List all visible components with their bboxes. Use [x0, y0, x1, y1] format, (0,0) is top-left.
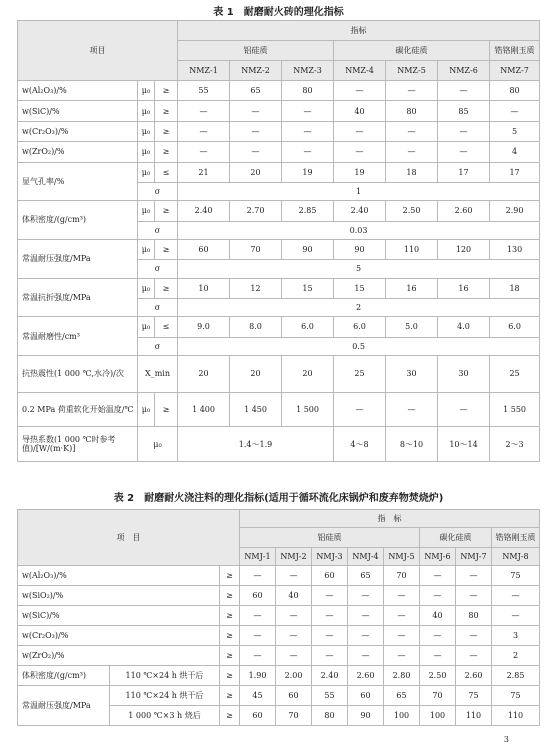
value-cell: 2.60	[348, 666, 384, 686]
symbol-cell: μ₀	[138, 317, 155, 337]
group-header: 铝硅质	[178, 41, 334, 60]
value-cell: —	[282, 142, 334, 162]
row-label: 导热系数(1 000 ℃时参考值)/[W/(m·K)]	[18, 427, 138, 462]
row-label: 体积密度/(g/cm³)	[18, 201, 138, 240]
symbol-cell: μ₀	[138, 142, 155, 162]
value-cell: 6.0	[334, 317, 386, 337]
grade-header: NMJ-2	[276, 548, 312, 566]
value-cell: 65	[348, 566, 384, 586]
value-cell: 15	[334, 278, 386, 298]
value-cell: 110	[492, 706, 540, 726]
sigma-symbol: σ	[138, 260, 178, 278]
row-label: w(ZrO₂)/%	[18, 646, 220, 666]
value-cell: —	[348, 606, 384, 626]
value-cell: 8～10	[386, 427, 438, 462]
value-cell: 100	[420, 706, 456, 726]
value-cell: —	[276, 646, 312, 666]
table-row	[18, 586, 540, 606]
thermal-row	[18, 355, 540, 392]
operator-cell: ≥	[220, 666, 240, 686]
value-cell: 70	[276, 706, 312, 726]
value-cell: 30	[438, 355, 490, 392]
value-cell: 2.85	[492, 666, 540, 686]
value-cell: 19	[334, 162, 386, 182]
row-label: 显气孔率/%	[18, 162, 138, 201]
value-cell: 1 500	[282, 392, 334, 427]
row-label: 常温抗折强度/MPa	[18, 278, 138, 317]
table-row	[18, 646, 540, 666]
value-cell: —	[334, 392, 386, 427]
value-cell: —	[276, 566, 312, 586]
header-row	[18, 510, 540, 528]
row-label: 抗热震性(1 000 ℃,水冷)/次	[18, 355, 138, 392]
symbol-cell: μ₀	[138, 427, 178, 462]
grade-header: NMJ-7	[456, 548, 492, 566]
value-cell: —	[438, 81, 490, 101]
value-cell: 90	[334, 239, 386, 259]
value-cell: —	[240, 646, 276, 666]
table-row	[18, 201, 540, 221]
value-cell: —	[312, 646, 348, 666]
table-row	[18, 162, 540, 182]
page-number: 3	[503, 735, 509, 744]
condition-cell: 110 ℃×24 h 烘干后	[110, 686, 220, 706]
row-label: w(Cr₂O₃)/%	[18, 121, 138, 141]
value-cell: 80	[386, 101, 438, 121]
operator-cell: ≥	[155, 392, 178, 427]
table-row	[18, 317, 540, 337]
value-cell: 80	[312, 706, 348, 726]
value-cell: 8.0	[230, 317, 282, 337]
table-row	[18, 278, 540, 298]
value-cell: 4	[490, 142, 540, 162]
operator-cell: ≤	[155, 162, 178, 182]
value-cell: 17	[438, 162, 490, 182]
operator-cell: ≥	[155, 142, 178, 162]
header-row	[18, 21, 540, 41]
value-cell: 2.40	[312, 666, 348, 686]
sigma-symbol: σ	[138, 221, 178, 239]
grade-header: NMJ-3	[312, 548, 348, 566]
value-cell: —	[276, 626, 312, 646]
value-cell: 55	[312, 686, 348, 706]
operator-cell: ≥	[220, 706, 240, 726]
value-cell: 21	[178, 162, 230, 182]
value-cell: —	[178, 142, 230, 162]
value-cell: 1 450	[230, 392, 282, 427]
operator-cell: ≤	[155, 317, 178, 337]
value-cell: 70	[384, 566, 420, 586]
row-label: 0.2 MPa 荷重软化开始温度/℃	[18, 392, 138, 427]
operator-cell: ≥	[155, 201, 178, 221]
value-cell: —	[282, 121, 334, 141]
value-cell: 10～14	[438, 427, 490, 462]
value-cell: 25	[334, 355, 386, 392]
value-cell: —	[334, 121, 386, 141]
value-cell: —	[230, 121, 282, 141]
value-cell: 20	[230, 355, 282, 392]
operator-cell: ≥	[155, 121, 178, 141]
table-row	[18, 121, 540, 141]
value-cell: 2.40	[334, 201, 386, 221]
value-cell: 60	[178, 239, 230, 259]
condition-cell: 110 ℃×24 h 烘干后	[110, 666, 220, 686]
value-cell: 40	[420, 606, 456, 626]
value-cell: —	[384, 626, 420, 646]
sigma-value: 2	[178, 298, 540, 316]
value-cell: 75	[492, 686, 540, 706]
grade-header: NMJ-4	[348, 548, 384, 566]
table-row	[18, 626, 540, 646]
value-cell: 60	[240, 586, 276, 606]
value-cell: 80	[490, 81, 540, 101]
value-cell: —	[420, 626, 456, 646]
item-header: 项目	[18, 21, 178, 81]
value-cell: 20	[230, 162, 282, 182]
value-cell: 16	[386, 278, 438, 298]
operator-cell: ≥	[220, 606, 240, 626]
value-cell: —	[384, 646, 420, 666]
value-cell: 5	[490, 121, 540, 141]
sigma-symbol: σ	[138, 182, 178, 200]
softening-row	[18, 392, 540, 427]
value-cell: —	[384, 586, 420, 606]
row-label: w(SiC)/%	[18, 101, 138, 121]
density-row	[18, 666, 540, 686]
strength-row	[18, 686, 540, 706]
grade-header: NMJ-5	[384, 548, 420, 566]
value-cell: —	[178, 121, 230, 141]
value-cell: 120	[438, 239, 490, 259]
value-cell: 45	[240, 686, 276, 706]
sigma-symbol: σ	[138, 337, 178, 355]
value-cell: 2.70	[230, 201, 282, 221]
value-cell: 20	[282, 355, 334, 392]
value-cell: 85	[438, 101, 490, 121]
value-cell: 18	[490, 278, 540, 298]
row-label: 常温耐磨性/cm³	[18, 317, 138, 356]
row-label: w(SiC)/%	[18, 606, 220, 626]
value-cell: 1 400	[178, 392, 230, 427]
table-row	[18, 101, 540, 121]
value-cell: —	[386, 81, 438, 101]
grade-header: NMJ-6	[420, 548, 456, 566]
grade-header: NMZ-3	[282, 60, 334, 80]
grade-header: NMJ-1	[240, 548, 276, 566]
row-label: w(ZrO₂)/%	[18, 142, 138, 162]
row-label: 常温耐压强度/MPa	[18, 239, 138, 278]
value-cell: 20	[178, 355, 230, 392]
value-cell: —	[386, 121, 438, 141]
table-row	[18, 142, 540, 162]
value-cell: —	[386, 142, 438, 162]
grade-header: NMZ-4	[334, 60, 386, 80]
sigma-value: 0.5	[178, 337, 540, 355]
value-cell: 40	[334, 101, 386, 121]
row-label: w(Al₂O₃)/%	[18, 566, 220, 586]
value-cell: 19	[282, 162, 334, 182]
item-header: 项 目	[18, 510, 240, 566]
value-cell: —	[240, 606, 276, 626]
symbol-cell: μ₀	[138, 278, 155, 298]
grade-header: NMJ-8	[492, 548, 540, 566]
operator-cell: ≥	[220, 646, 240, 666]
value-cell: —	[312, 606, 348, 626]
sigma-value: 1	[178, 182, 540, 200]
value-cell: 9.0	[178, 317, 230, 337]
operator-cell: ≥	[220, 586, 240, 606]
symbol-cell: μ₀	[138, 239, 155, 259]
table-row	[18, 566, 540, 586]
symbol-cell: X_min	[138, 355, 178, 392]
value-cell: 60	[276, 686, 312, 706]
group-header: 碳化硅质	[420, 528, 492, 548]
row-label: 常温耐压强度/MPa	[18, 686, 110, 726]
value-cell: 4～8	[334, 427, 386, 462]
value-cell: 60	[240, 706, 276, 726]
value-cell: —	[240, 626, 276, 646]
operator-cell: ≥	[155, 81, 178, 101]
row-label: w(Al₂O₃)/%	[18, 81, 138, 101]
value-cell: —	[348, 646, 384, 666]
value-cell: 4.0	[438, 317, 490, 337]
value-cell: —	[438, 142, 490, 162]
value-cell: 2	[492, 646, 540, 666]
grade-header: NMZ-5	[386, 60, 438, 80]
value-cell: 100	[384, 706, 420, 726]
value-cell: 5.0	[386, 317, 438, 337]
value-cell: —	[230, 142, 282, 162]
grade-header: NMZ-6	[438, 60, 490, 80]
value-cell: 75	[492, 566, 540, 586]
operator-cell: ≥	[155, 278, 178, 298]
value-cell: —	[312, 586, 348, 606]
value-cell: 110	[386, 239, 438, 259]
value-cell: 15	[282, 278, 334, 298]
table-row	[18, 81, 540, 101]
sigma-value: 0.03	[178, 221, 540, 239]
value-cell: 40	[276, 586, 312, 606]
group-header: 铝硅质	[240, 528, 420, 548]
value-cell: —	[490, 101, 540, 121]
value-cell: —	[334, 142, 386, 162]
symbol-cell: μ₀	[138, 392, 155, 427]
value-cell: 2.80	[384, 666, 420, 686]
value-cell: 30	[386, 355, 438, 392]
group-header: 锆铬刚玉质	[492, 528, 540, 548]
value-cell: 2.85	[282, 201, 334, 221]
value-cell: 1 550	[490, 392, 540, 427]
value-cell: 6.0	[282, 317, 334, 337]
value-cell: 55	[178, 81, 230, 101]
value-cell: 2.40	[178, 201, 230, 221]
value-cell: 2.50	[386, 201, 438, 221]
value-cell: 65	[230, 81, 282, 101]
conductivity-row	[18, 427, 540, 462]
row-label: w(SiO₂)/%	[18, 586, 220, 606]
value-cell: —	[492, 586, 540, 606]
value-cell: 2.60	[456, 666, 492, 686]
value-cell: 75	[456, 686, 492, 706]
value-cell: —	[312, 626, 348, 646]
value-cell: 2.90	[490, 201, 540, 221]
value-cell: 130	[490, 239, 540, 259]
value-cell: —	[276, 606, 312, 626]
symbol-cell: μ₀	[138, 201, 155, 221]
value-cell: 17	[490, 162, 540, 182]
symbol-cell: μ₀	[138, 162, 155, 182]
operator-cell: ≥	[155, 101, 178, 121]
value-cell: —	[334, 81, 386, 101]
row-label: w(Cr₂O₃)/%	[18, 626, 220, 646]
condition-cell: 1 000 ℃×3 h 烧后	[110, 706, 220, 726]
grade-header: NMZ-1	[178, 60, 230, 80]
value-cell: 1.90	[240, 666, 276, 686]
value-cell: 90	[282, 239, 334, 259]
table2	[17, 509, 540, 726]
value-cell: 6.0	[490, 317, 540, 337]
symbol-cell: μ₀	[138, 101, 155, 121]
value-cell: —	[384, 606, 420, 626]
operator-cell: ≥	[220, 686, 240, 706]
value-cell: —	[348, 626, 384, 646]
value-cell: 2.00	[276, 666, 312, 686]
symbol-cell: μ₀	[138, 121, 155, 141]
value-cell: 25	[490, 355, 540, 392]
operator-cell: ≥	[220, 566, 240, 586]
value-cell: 3	[492, 626, 540, 646]
grade-header: NMZ-2	[230, 60, 282, 80]
table1-caption: 表 1 耐磨耐火砖的理化指标	[213, 7, 344, 18]
value-cell: 10	[178, 278, 230, 298]
value-cell: 80	[282, 81, 334, 101]
value-cell: 80	[456, 606, 492, 626]
value-cell: —	[386, 392, 438, 427]
value-cell: 90	[348, 706, 384, 726]
value-cell: —	[420, 646, 456, 666]
row-label: 体积密度/(g/cm³)	[18, 666, 110, 686]
value-cell: —	[348, 586, 384, 606]
operator-cell: ≥	[155, 239, 178, 259]
value-cell: —	[456, 626, 492, 646]
value-cell: 18	[386, 162, 438, 182]
sigma-value: 5	[178, 260, 540, 278]
value-cell: —	[492, 606, 540, 626]
value-cell: —	[178, 101, 230, 121]
operator-cell: ≥	[220, 626, 240, 646]
table2-caption: 表 2 耐磨耐火浇注料的理化指标(适用于循环流化床锅炉和废弃物焚烧炉)	[113, 493, 444, 504]
value-cell: —	[438, 392, 490, 427]
index-header: 指 标	[240, 510, 540, 528]
value-cell: 1.4～1.9	[178, 427, 334, 462]
value-cell: 65	[384, 686, 420, 706]
value-cell: 60	[312, 566, 348, 586]
value-cell: —	[456, 586, 492, 606]
index-header: 指标	[178, 21, 540, 41]
value-cell: 2.60	[438, 201, 490, 221]
value-cell: 60	[348, 686, 384, 706]
value-cell: 12	[230, 278, 282, 298]
value-cell: 2.50	[420, 666, 456, 686]
sigma-symbol: σ	[138, 298, 178, 316]
table1	[17, 20, 540, 462]
group-header: 锆铬刚玉质	[490, 41, 540, 60]
table-row	[18, 239, 540, 259]
value-cell: —	[420, 586, 456, 606]
value-cell: 2～3	[490, 427, 540, 462]
table-row	[18, 606, 540, 626]
value-cell: —	[438, 121, 490, 141]
value-cell: —	[456, 566, 492, 586]
value-cell: —	[230, 101, 282, 121]
value-cell: —	[282, 101, 334, 121]
value-cell: 70	[420, 686, 456, 706]
value-cell: —	[240, 566, 276, 586]
value-cell: 16	[438, 278, 490, 298]
symbol-cell: μ₀	[138, 81, 155, 101]
value-cell: —	[420, 566, 456, 586]
group-header: 碳化硅质	[334, 41, 490, 60]
grade-header: NMZ-7	[490, 60, 540, 80]
value-cell: 70	[230, 239, 282, 259]
value-cell: —	[456, 646, 492, 666]
value-cell: 110	[456, 706, 492, 726]
